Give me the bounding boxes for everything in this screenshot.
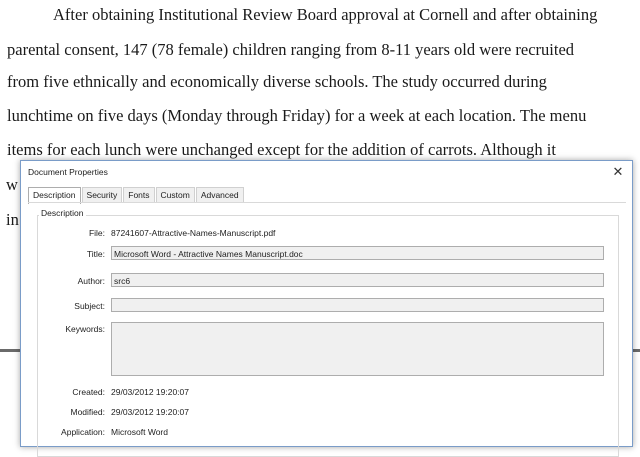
tab-panel <box>28 202 626 453</box>
group-title: Description <box>41 208 84 218</box>
tab-description[interactable]: Description <box>28 187 81 204</box>
dialog-title: Document Properties <box>28 167 108 177</box>
subject-field[interactable] <box>111 298 604 312</box>
document-properties-dialog <box>20 160 633 447</box>
page-divider <box>0 349 20 352</box>
application-label: Application: <box>61 427 105 437</box>
document-line: items for each lunch were unchanged except for the addition of carrots. Although it <box>7 140 556 159</box>
author-label: Author: <box>77 276 105 286</box>
subject-label: Subject: <box>74 301 105 311</box>
created-value: 29/03/2012 19:20:07 <box>111 387 189 397</box>
file-label: File: <box>88 228 105 238</box>
tab-security[interactable]: Security <box>82 187 123 203</box>
document-line: w <box>6 175 18 194</box>
document-line: lunchtime on five days (Monday through Friday) for a week at each location. The menu <box>7 106 587 125</box>
created-label: Created: <box>72 387 105 397</box>
keywords-label: Keywords: <box>65 324 105 334</box>
application-value: Microsoft Word <box>111 427 168 437</box>
document-line: After obtaining Institutional Review Board approval at Cornell and after obtaining <box>53 5 598 24</box>
tab-bar <box>28 187 245 203</box>
title-label: Title: <box>86 249 105 259</box>
tab-custom[interactable]: Custom <box>156 187 195 203</box>
keywords-field[interactable] <box>111 322 604 376</box>
author-field[interactable]: src6 <box>111 273 604 287</box>
tab-fonts[interactable]: Fonts <box>123 187 154 203</box>
document-line: in <box>6 210 19 229</box>
modified-value: 29/03/2012 19:20:07 <box>111 407 189 417</box>
title-field[interactable]: Microsoft Word - Attractive Names Manuscript.doc <box>111 246 604 260</box>
document-line: parental consent, 147 (78 female) children ranging from 8-11 years old were recruited <box>7 40 575 59</box>
modified-label: Modified: <box>70 407 105 417</box>
close-icon[interactable]: ✕ <box>612 164 624 179</box>
document-line: from five ethnically and economically diverse schools. The study occurred during <box>7 72 547 91</box>
tab-advanced[interactable]: Advanced <box>196 187 244 203</box>
dialog-titlebar[interactable] <box>21 161 632 183</box>
file-value: 87241607-Attractive-Names-Manuscript.pdf <box>111 228 276 238</box>
